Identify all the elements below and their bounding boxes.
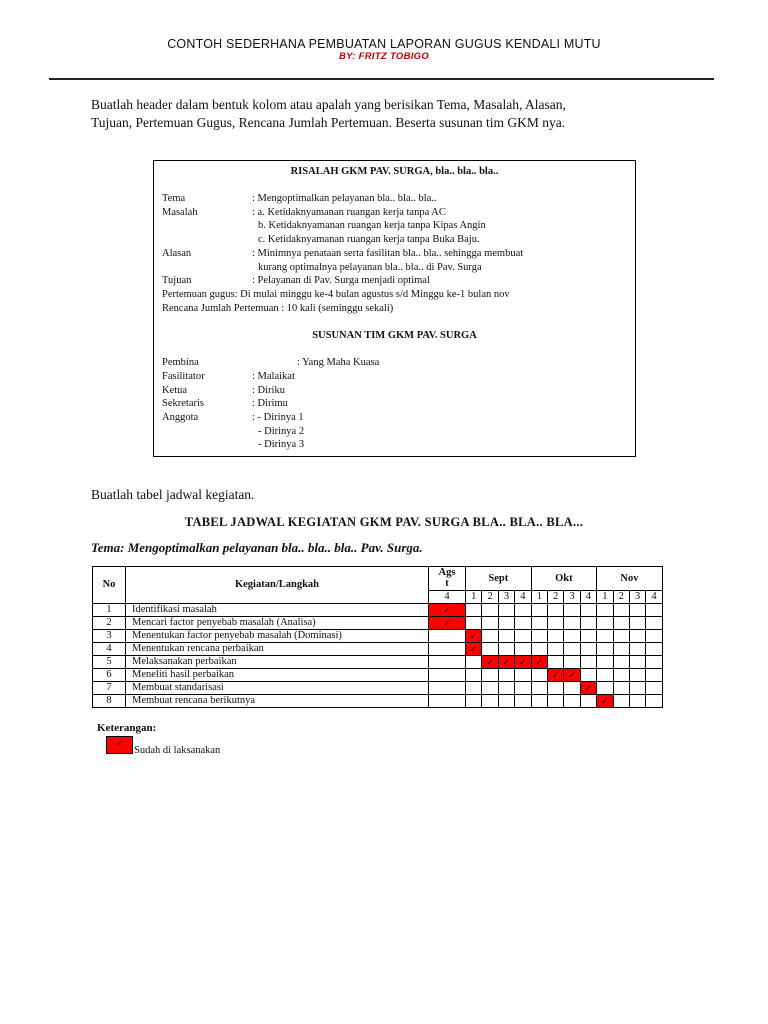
week-cell xyxy=(466,617,482,630)
done-cell: ✓ xyxy=(531,656,547,669)
risalah-rencana: Rencana Jumlah Pertemuan : 10 kali (seminggu sekali) xyxy=(162,303,394,314)
week-cell xyxy=(613,682,629,695)
week-cell xyxy=(531,630,547,643)
done-cell: ✓ xyxy=(597,695,613,708)
week-cell xyxy=(597,617,613,630)
week-cell xyxy=(482,643,498,656)
week-header: 1 xyxy=(466,590,482,603)
week-header: 4 xyxy=(515,590,531,603)
row-activity: Menentukan factor penyebab masalah (Dominasi) xyxy=(126,630,429,643)
week-cell xyxy=(482,604,498,617)
row-number: 6 xyxy=(93,669,126,682)
week-cell xyxy=(613,656,629,669)
week-cell xyxy=(482,617,498,630)
risalah-value: : Mengoptimalkan pelayanan bla.. bla.. bla.. xyxy=(252,193,437,204)
week-cell xyxy=(498,604,514,617)
done-cell: ✓ xyxy=(482,656,498,669)
week-header: 3 xyxy=(629,590,645,603)
week-cell xyxy=(564,695,580,708)
month-header: Okt xyxy=(531,567,597,591)
week-cell xyxy=(429,695,466,708)
risalah-value: c. Ketidaknyamanan ruangan kerja tanpa Buka Baju. xyxy=(258,234,480,245)
week-cell xyxy=(613,604,629,617)
done-cell: ✓ xyxy=(466,643,482,656)
row-activity: Membuat standarisasi xyxy=(126,682,429,695)
week-cell xyxy=(597,669,613,682)
week-cell xyxy=(564,682,580,695)
week-cell xyxy=(482,682,498,695)
risalah-value: : Pelayanan di Pav. Surga menjadi optimal xyxy=(252,275,430,286)
week-cell xyxy=(515,643,531,656)
page-title: CONTOH SEDERHANA PEMBUATAN LAPORAN GUGUS KENDALI MUTU xyxy=(167,37,601,51)
week-cell xyxy=(547,695,563,708)
tim-value: : Diriku xyxy=(252,385,285,396)
schedule-table xyxy=(92,566,663,708)
week-cell xyxy=(515,682,531,695)
row-number: 8 xyxy=(93,695,126,708)
schedule-tema: Tema: Mengoptimalkan pelayanan bla.. bla.. bla.. Pav. Surga. xyxy=(91,540,423,555)
done-cell: ✓ xyxy=(429,604,466,617)
table-row xyxy=(93,682,663,695)
week-cell xyxy=(498,669,514,682)
week-cell xyxy=(466,604,482,617)
week-cell xyxy=(629,695,645,708)
week-cell xyxy=(629,656,645,669)
tim-value: : Malaikat xyxy=(252,371,295,382)
row-activity: Meneliti hasil perbaikan xyxy=(126,669,429,682)
week-header: 3 xyxy=(564,590,580,603)
schedule-instruction: Buatlah tabel jadwal kegiatan. xyxy=(91,487,255,502)
week-cell xyxy=(466,669,482,682)
table-row xyxy=(93,643,663,656)
week-cell xyxy=(429,656,466,669)
risalah-label: Masalah xyxy=(162,207,198,218)
tim-value: - Dirinya 3 xyxy=(258,439,305,450)
column-header-activity: Kegiatan/Langkah xyxy=(126,567,429,604)
week-cell xyxy=(498,617,514,630)
week-cell xyxy=(613,695,629,708)
week-cell xyxy=(429,630,466,643)
week-cell xyxy=(564,643,580,656)
done-cell: ✓ xyxy=(547,669,563,682)
intro-line-2: Tujuan, Pertemuan Gugus, Rencana Jumlah Pertemuan. Beserta susunan tim GKM nya. xyxy=(91,115,566,130)
week-cell xyxy=(580,695,596,708)
week-cell xyxy=(498,682,514,695)
week-cell xyxy=(646,617,662,630)
tim-value: : - Dirinya 1 xyxy=(252,412,304,423)
week-header: 4 xyxy=(429,590,466,603)
tim-value: : Yang Maha Kuasa xyxy=(297,357,380,368)
week-cell xyxy=(429,643,466,656)
week-cell xyxy=(515,617,531,630)
week-cell xyxy=(498,695,514,708)
week-cell xyxy=(564,617,580,630)
done-cell: ✓ xyxy=(515,656,531,669)
week-cell xyxy=(531,669,547,682)
row-number: 1 xyxy=(93,604,126,617)
risalah-value: b. Ketidaknyamanan ruangan kerja tanpa Kipas Angin xyxy=(258,220,486,231)
tim-value: : Dirimu xyxy=(252,398,288,409)
row-number: 7 xyxy=(93,682,126,695)
week-cell xyxy=(597,656,613,669)
week-cell xyxy=(482,630,498,643)
table-row xyxy=(93,604,663,617)
week-cell xyxy=(629,604,645,617)
week-cell xyxy=(629,630,645,643)
week-cell xyxy=(646,682,662,695)
week-cell xyxy=(629,682,645,695)
check-icon: ✓ xyxy=(115,738,124,748)
table-row xyxy=(93,617,663,630)
done-cell: ✓ xyxy=(466,630,482,643)
week-cell xyxy=(613,643,629,656)
week-cell xyxy=(580,656,596,669)
week-cell xyxy=(580,669,596,682)
week-cell xyxy=(629,643,645,656)
month-header: Nov xyxy=(597,567,663,591)
row-number: 2 xyxy=(93,617,126,630)
week-cell xyxy=(564,630,580,643)
week-cell xyxy=(646,695,662,708)
week-cell xyxy=(613,617,629,630)
week-cell xyxy=(646,669,662,682)
week-cell xyxy=(482,695,498,708)
week-cell xyxy=(531,617,547,630)
week-cell xyxy=(498,643,514,656)
row-number: 4 xyxy=(93,643,126,656)
week-cell xyxy=(629,669,645,682)
week-cell xyxy=(580,630,596,643)
legend-title: Keterangan: xyxy=(97,722,157,734)
week-cell xyxy=(597,604,613,617)
week-cell xyxy=(597,630,613,643)
week-cell xyxy=(531,604,547,617)
week-header: 1 xyxy=(597,590,613,603)
risalah-value: : a. Ketidaknyamanan ruangan kerja tanpa AC xyxy=(252,207,446,218)
week-header: 3 xyxy=(498,590,514,603)
row-number: 3 xyxy=(93,630,126,643)
week-cell xyxy=(547,617,563,630)
week-cell xyxy=(564,656,580,669)
tim-label: Sekretaris xyxy=(162,398,204,409)
risalah-label: Tujuan xyxy=(162,275,192,286)
week-cell xyxy=(531,682,547,695)
week-header: 2 xyxy=(547,590,563,603)
week-cell xyxy=(646,643,662,656)
intro-paragraph xyxy=(91,96,691,132)
risalah-title: RISALAH GKM PAV. SURGA, bla.. bla.. bla.. xyxy=(290,166,499,177)
week-cell xyxy=(646,656,662,669)
row-activity: Mencari factor penyebab masalah (Analisa) xyxy=(126,617,429,630)
done-cell: ✓ xyxy=(564,669,580,682)
legend-done-swatch xyxy=(106,736,133,754)
week-cell xyxy=(466,656,482,669)
intro-line-1: Buatlah header dalam bentuk kolom atau apalah yang berisikan Tema, Masalah, Alasan, xyxy=(91,97,566,112)
tim-value: - Dirinya 2 xyxy=(258,426,305,437)
week-cell xyxy=(515,630,531,643)
week-cell xyxy=(580,643,596,656)
risalah-box xyxy=(153,160,636,457)
week-cell xyxy=(580,617,596,630)
week-cell xyxy=(547,604,563,617)
week-header: 2 xyxy=(482,590,498,603)
tim-label: Ketua xyxy=(162,385,188,396)
week-cell xyxy=(547,682,563,695)
month-header: Sept xyxy=(466,567,532,591)
week-cell xyxy=(515,695,531,708)
schedule-title: TABEL JADWAL KEGIATAN GKM PAV. SURGA BLA.. BLA.. BLA... xyxy=(184,515,584,529)
row-activity: Identifikasi masalah xyxy=(126,604,429,617)
week-cell xyxy=(547,643,563,656)
week-cell xyxy=(547,630,563,643)
table-row xyxy=(93,630,663,643)
week-cell xyxy=(564,604,580,617)
week-cell xyxy=(515,669,531,682)
week-header: 4 xyxy=(646,590,662,603)
header-divider xyxy=(49,78,714,80)
week-cell xyxy=(515,604,531,617)
week-cell xyxy=(613,669,629,682)
row-activity: Membuat rencana berikutnya xyxy=(126,695,429,708)
risalah-value: kurang optimalnya pelayanan bla.. bla.. di Pav. Surga xyxy=(258,262,482,273)
tim-label: Anggota xyxy=(162,412,199,423)
table-row xyxy=(93,695,663,708)
week-cell xyxy=(646,630,662,643)
week-cell xyxy=(429,682,466,695)
table-row xyxy=(93,656,663,669)
column-header-no: No xyxy=(93,567,126,604)
tim-label: Pembina xyxy=(162,357,199,368)
table-row xyxy=(93,669,663,682)
week-cell xyxy=(429,669,466,682)
week-cell xyxy=(482,669,498,682)
legend-label: Sudah di laksanakan xyxy=(134,745,221,756)
week-cell xyxy=(613,630,629,643)
week-cell xyxy=(498,630,514,643)
week-cell xyxy=(531,643,547,656)
week-cell xyxy=(580,604,596,617)
risalah-value: : Minimnya penataan serta fasilitan bla.. bla.. sehingga membuat xyxy=(252,248,524,259)
week-header: 1 xyxy=(531,590,547,603)
row-activity: Menentukan rencana perbaikan xyxy=(126,643,429,656)
week-header: 2 xyxy=(613,590,629,603)
row-number: 5 xyxy=(93,656,126,669)
week-cell xyxy=(531,695,547,708)
risalah-label: Tema xyxy=(162,193,186,204)
row-activity: Melaksanakan perbaikan xyxy=(126,656,429,669)
week-cell xyxy=(466,682,482,695)
page-author: BY: FRITZ TOBIGO xyxy=(338,51,430,62)
week-cell xyxy=(646,604,662,617)
done-cell: ✓ xyxy=(580,682,596,695)
tim-title: SUSUNAN TIM GKM PAV. SURGA xyxy=(312,330,477,341)
week-cell xyxy=(597,643,613,656)
week-cell xyxy=(597,682,613,695)
month-header: Ags t xyxy=(429,567,466,591)
week-cell xyxy=(466,695,482,708)
risalah-label: Alasan xyxy=(162,248,192,259)
done-cell: ✓ xyxy=(429,617,466,630)
week-cell xyxy=(547,656,563,669)
done-cell: ✓ xyxy=(498,656,514,669)
week-cell xyxy=(629,617,645,630)
tim-label: Fasilitator xyxy=(162,371,205,382)
risalah-pertemuan: Pertemuan gugus: Di mulai minggu ke-4 bulan agustus s/d Minggu ke-1 bulan nov xyxy=(162,289,510,300)
week-header: 4 xyxy=(580,590,596,603)
